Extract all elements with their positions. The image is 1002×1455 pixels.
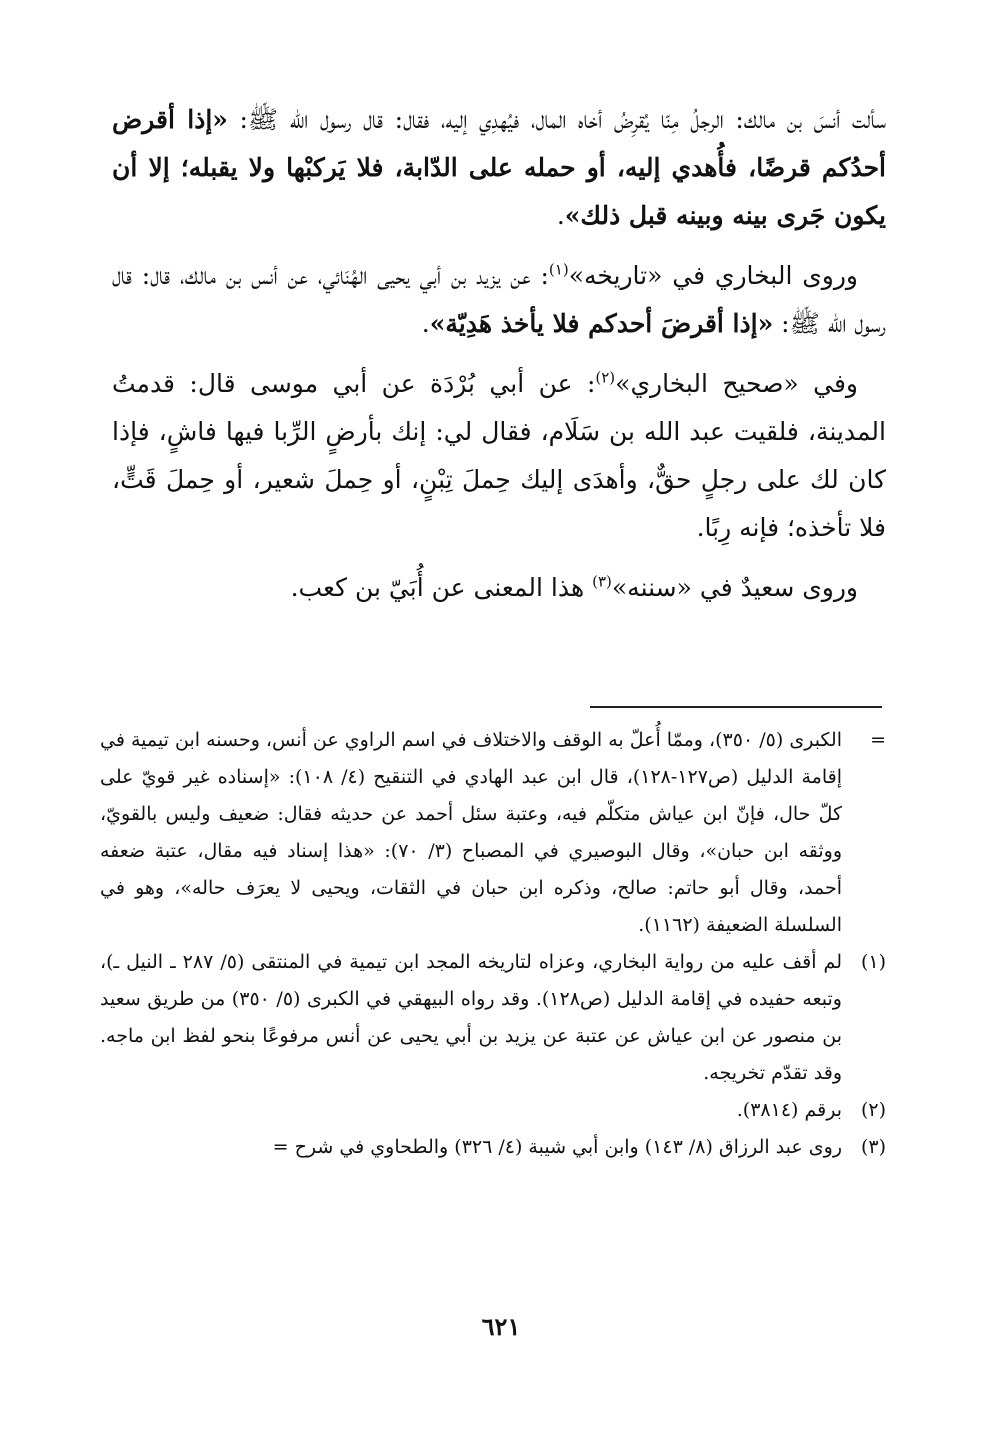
paragraph-3-text-b: : عن أبي بُرْدَة عن أبي موسى قال: قدمتُ المدينة، فلقيت عبد الله بن سَلَام، فقال لي: إنك بأرضٍ الرِّبا فيها فاشٍ، فإذا كان لك على رجلٍ حقٌّ، وأهدَى إليك حِملَ تِبْنٍ، أو حِملَ شعير، أو حِملَ قَتٍّ، فلا تأخذه؛ فإنه رِبًا. [112, 369, 886, 542]
paragraph-4 [112, 564, 886, 612]
footnote-divider [590, 706, 882, 708]
paragraph-2-text-a: وروى البخاري في «تاريخه» [568, 261, 859, 290]
paragraph-2 [112, 252, 886, 348]
footnote-2 [100, 1092, 886, 1129]
paragraph-4-text-a: وروى سعيدٌ في «سننه» [611, 573, 858, 602]
footnote-1-text: لم أقف عليه من رواية البخاري، وعزاه لتاريخه المجد ابن تيمية في المنتقى (٥/ ٢٨٧ ـ النيل ـ)، وتبعه حفيده في إقامة الدليل (ص١٢٨). وقد رواه البيهقي في الكبرى (٥/ ٣٥٠) من طريق سعيد بن منصور عن ابن عياش عن عتبة عن يزيد بن أبي يحيى عن أنس مرفوعًا بنحو لفظ ابن ماجه. وقد تقدّم تخريجه. [100, 951, 842, 1084]
footnote-1-mark: (١) [860, 951, 886, 973]
footnote-ref-3: (٣) [592, 572, 612, 591]
footnote-3 [100, 1129, 886, 1166]
footnote-ref-2: (٢) [595, 368, 616, 387]
paragraph-4-text-b: هذا المعنى عن أُبَيّ بن كعب. [290, 573, 593, 602]
footnote-continuation-mark: = [870, 729, 886, 751]
paragraph-2-end: . [421, 309, 430, 338]
paragraph-3 [112, 360, 886, 552]
main-text [112, 96, 886, 624]
paragraph-3-text-a: وفي «صحيح البخاري» [615, 369, 858, 398]
paragraph-1-hadith-quote: «إذا أقرض أحدُكم قرضًا، فأُهدي إليه، أو حمله على الدّابة، فلا يَركبْها ولا يقبله؛ إلا أن يكون جَرى بينه وبينه قبل ذلك» [112, 105, 886, 230]
footnote-2-text: برقم (٣٨١٤). [736, 1099, 842, 1121]
footnote-continuation [100, 722, 886, 944]
paragraph-2-hadith-quote: «إذا أقرضَ أحدكم فلا يأخذ هَدِيّة» [429, 309, 774, 338]
footnotes [100, 722, 886, 1166]
paragraph-1-end: . [556, 201, 565, 230]
footnote-3-text: روى عبد الرزاق (٨/ ١٤٣) وابن أبي شيبة (٤/ ٣٢٦) والطحاوي في شرح = [272, 1136, 842, 1158]
paragraph-1-text-a: سألت أنسَ بن مالك: الرجلُ مِنّا يُقرِضُ أخاه المال، فيُهدِي إليه، فقال: قال رسول الله ﷺ: [227, 105, 886, 134]
footnote-1 [100, 944, 886, 1092]
page-number: ٦٢١ [481, 1312, 521, 1341]
paragraph-1 [112, 96, 886, 240]
paragraph-2-text-b: : عن يزيد بن أبي يحيى الهُنَائي، عن أنس بن مالك، قال: قال رسول الله ﷺ: [112, 261, 886, 338]
footnote-continuation-text: الكبرى (٥/ ٣٥٠)، وممّا أُعلّ به الوقف والاختلاف في اسم الراوي عن أنس، وحسنه ابن تيمية في إقامة الدليل (ص١٢٧-١٢٨)، قال ابن عبد الهادي في التنقيح (٤/ ١٠٨): «إسناده غير قويّ على كلّ حال، فإنّ ابن عياش متكلّم فيه، وعتبة سئل أحمد عن حديثه فقال: ضعيف وليس بالقويّ، ووثقه ابن حبان»، وقال البوصيري في المصباح (٣/ ٧٠): «هذا إسناد فيه مقال، عتبة ضعفه أحمد، وقال أبو حاتم: صالح، وذكره ابن حبان في الثقات، ويحيى لا يعرَف حاله»، وهو في السلسلة الضعيفة (١١٦٢). [100, 729, 843, 936]
footnote-3-mark: (٣) [860, 1136, 886, 1158]
footnote-2-mark: (٢) [860, 1099, 886, 1121]
footnote-ref-1: (١) [548, 260, 569, 279]
